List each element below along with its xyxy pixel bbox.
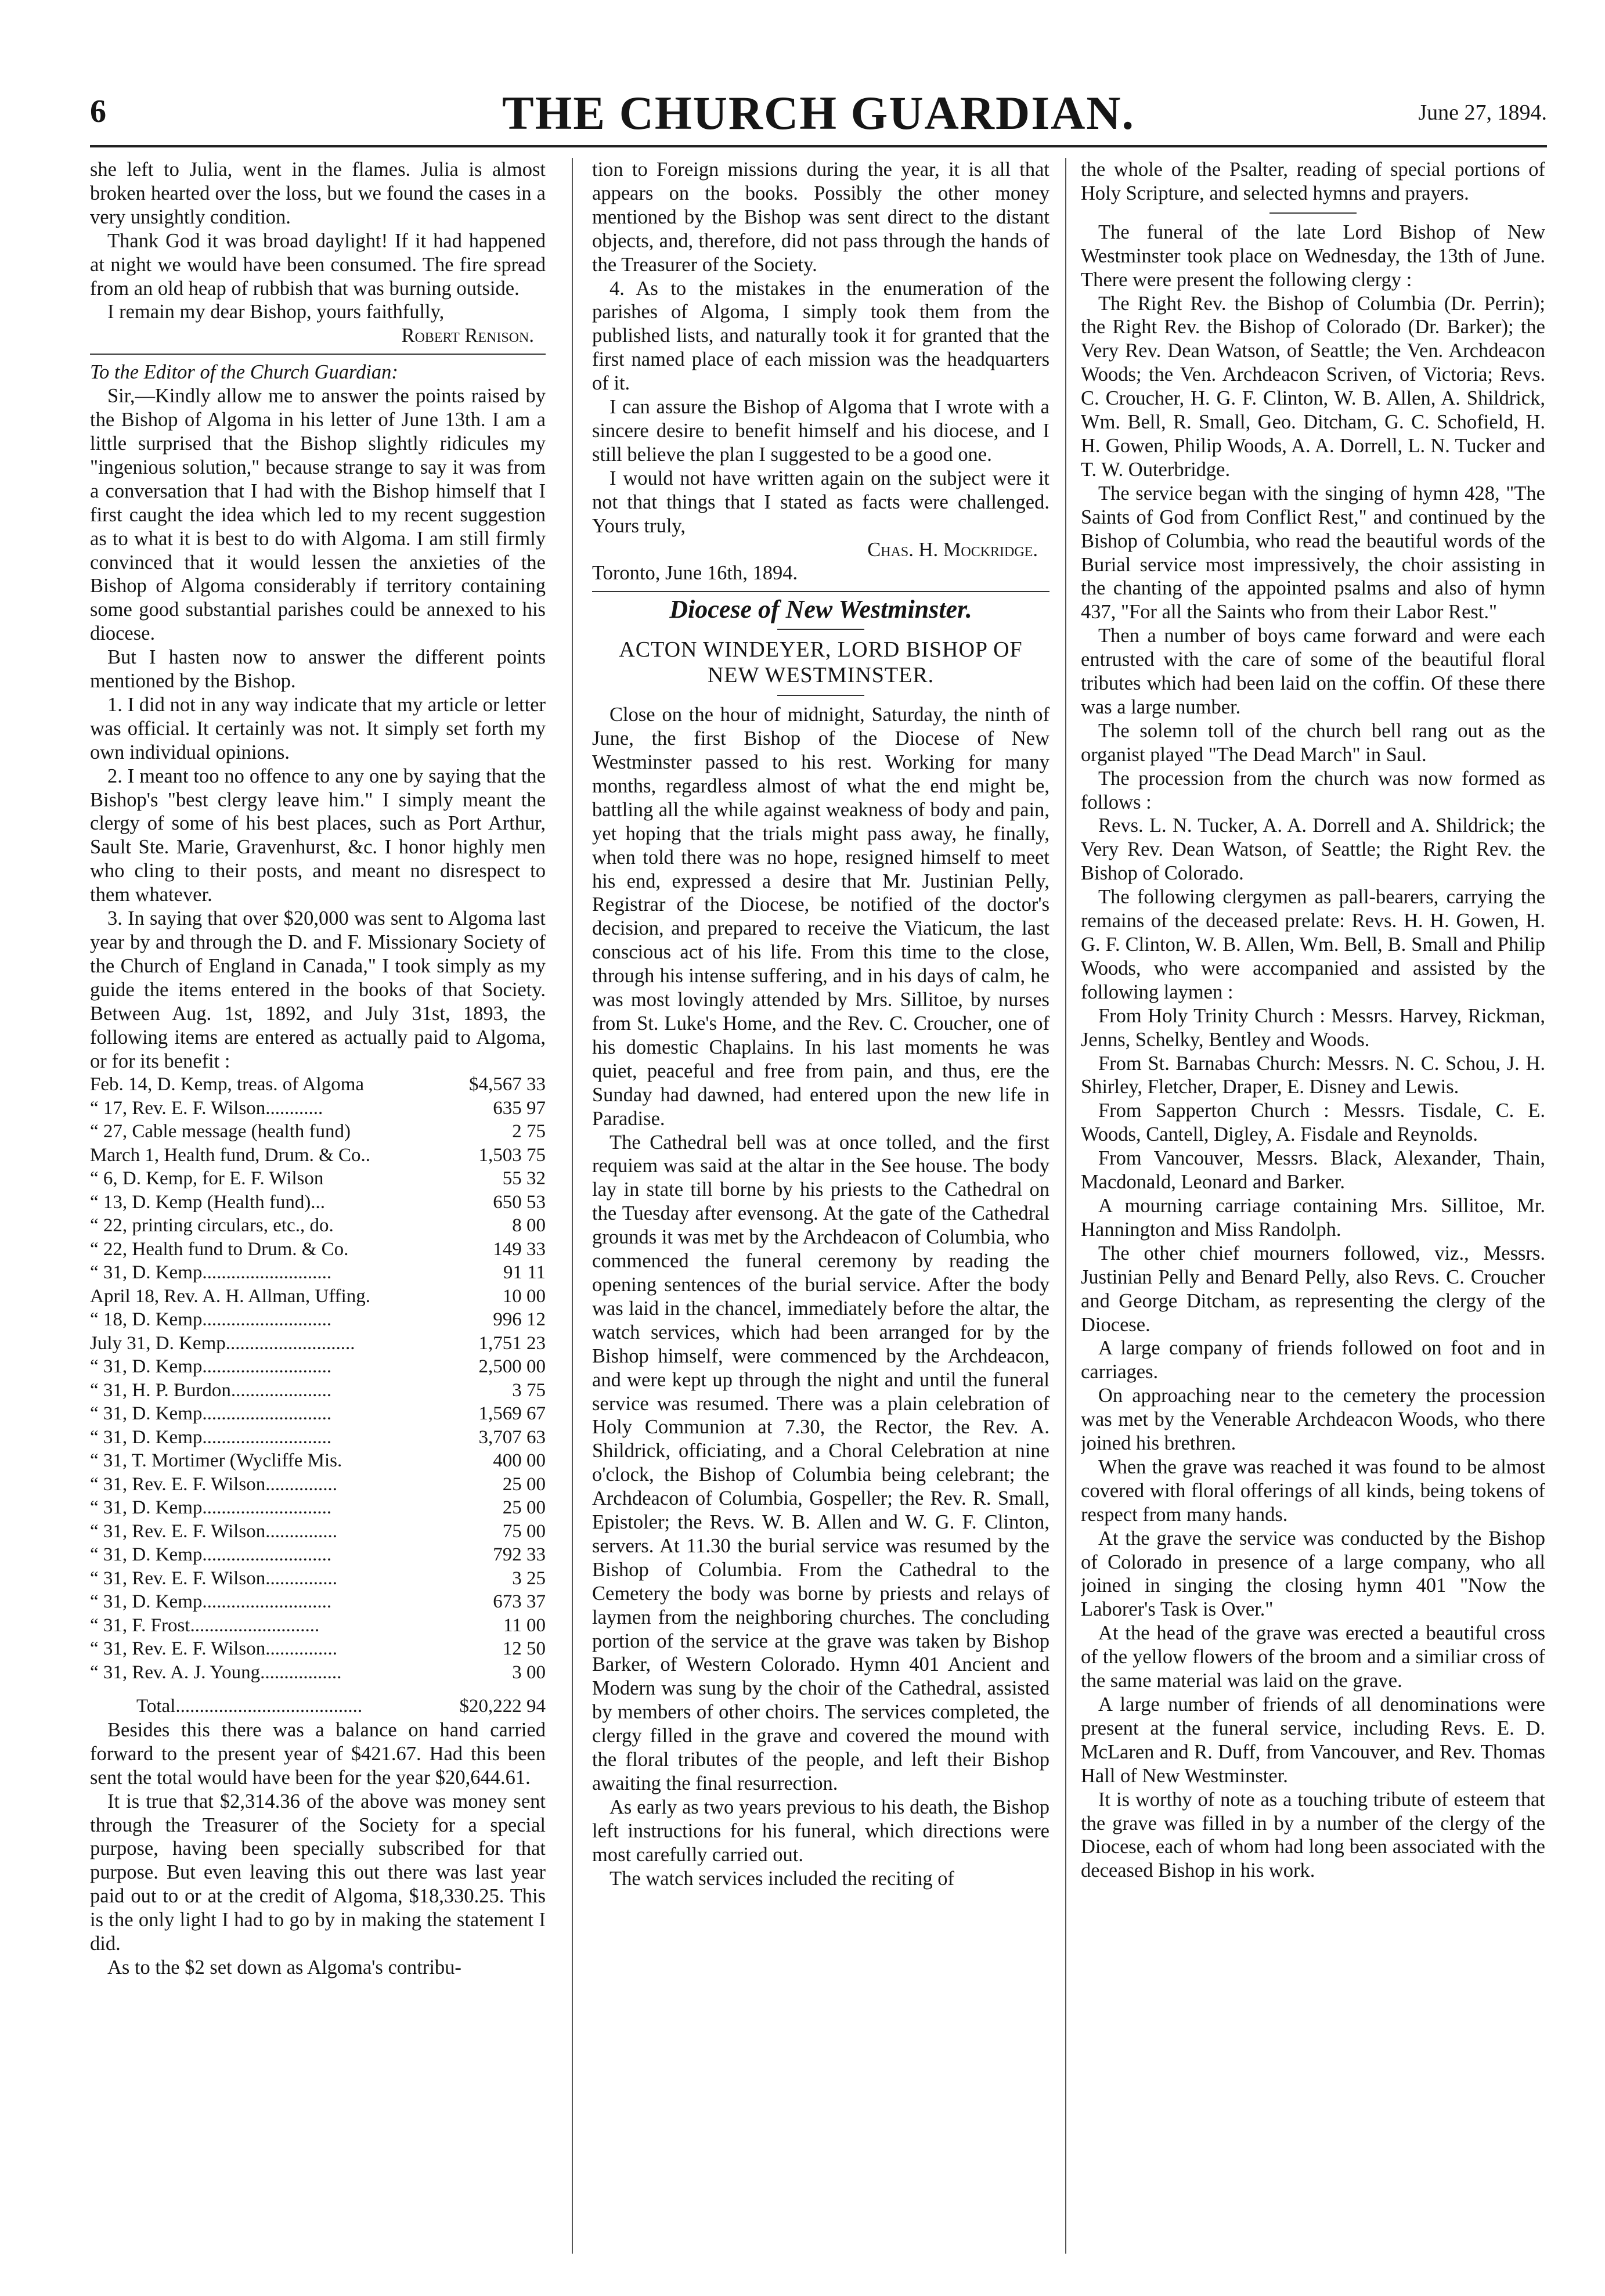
account-row [90, 1120, 546, 1144]
account-row [90, 1238, 546, 1261]
account-row [90, 1191, 546, 1214]
total-row [90, 1684, 546, 1718]
account-row [90, 1355, 546, 1379]
account-description: “ 6, D. Kemp, for E. F. Wilson [90, 1168, 324, 1190]
account-row [90, 1473, 546, 1497]
account-row [90, 1308, 546, 1332]
account-description: April 18, Rev. A. H. Allman, Uffing. [90, 1285, 371, 1307]
account-description: “ 31, D. Kemp........................... [90, 1497, 332, 1519]
account-amount: 3,707 63 [478, 1426, 546, 1448]
account-amount: 25 00 [502, 1473, 546, 1495]
column-divider [1065, 158, 1066, 2254]
paragraph: Thank God it was broad daylight! If it had happened at night we would have been consumed. The fire spread from an old heap of rubbish that was burning outside. [90, 229, 546, 300]
paragraph: I can assure the Bishop of Algoma that I wrote with a sincere desire to benefit himself and his diocese, and I still believe the plan I suggested to be a good one. [592, 396, 1049, 466]
account-row [90, 1543, 546, 1567]
paragraph: Close on the hour of midnight, Saturday, the ninth of June, the first Bishop of the Diocese of New Westminster passed to his rest. Working for many months, regardless almost of what the end might be, battling all the while against weakness of body and pain, yet hoping that the trials might pass away, he finally, when told there was no hope, resigned himself to meet his end, expressed a desire that Mr. Justinian Pelly, Registrar of the Diocese, be notified of the doctor's decision, and prepared to receive the Viaticum, the last conscious act of his life. From this time to the close, through his intense suffering, and in his days of calm, he was most lovingly attended by Mrs. Sillitoe, by nurses from St. Luke's Home, and the Rev. C. Croucher, one of his domestic Chaplains. In his last moments he was quiet, peaceful and free from pain, and thus, ere the Sunday had dawned, had entered upon the new life in Paradise. [592, 704, 1049, 1130]
account-amount: 1,751 23 [478, 1332, 546, 1354]
paragraph: From Sapperton Church : Messrs. Tisdale, C. E. Woods, Cantell, Digley, A. Fisdale and Reynolds. [1081, 1100, 1545, 1146]
column-1 [90, 158, 546, 2259]
signature: Chas. H. Mockridge. [867, 538, 1038, 561]
paragraph: It is true that $2,314.36 of the above was money sent through the Treasurer of the Society for a special purpose, having been specially subscribed for that purpose. But even leaving this out there was last year paid out to or at the credit of Algoma, $18,330.25. This is the only light I had to go by in making the statement I did. [90, 1790, 546, 1955]
paragraph: Besides this there was a balance on hand carried forward to the present year of $421.67. Had this been sent the total would have been for the year $20,644.61. [90, 1718, 546, 1789]
paragraph: The procession from the church was now formed as follows : [1081, 767, 1545, 813]
account-row [90, 1214, 546, 1238]
account-row [90, 1097, 546, 1120]
paragraph: The following clergymen as pall-bearers, carrying the remains of the deceased prelate: Revs. H. H. Gowen, H. G. F. Clinton, W. B. Allen, Wm. Bell, B. Small and Philip Woods, who were accompanied and assisted by the following laymen : [1081, 886, 1545, 1003]
account-amount: $4,567 33 [469, 1074, 546, 1095]
account-amount: 2 75 [512, 1121, 546, 1142]
accounts-table [90, 1073, 546, 1718]
heading-rule [777, 629, 864, 630]
account-amount: 149 33 [493, 1238, 546, 1260]
account-amount: 3 75 [512, 1379, 546, 1401]
account-amount: 3 25 [512, 1567, 546, 1589]
account-row [90, 1073, 546, 1097]
paragraph: On approaching near to the cemetery the procession was met by the Venerable Archdeacon Woods, who there joined his brethren. [1081, 1385, 1545, 1455]
account-description: “ 22, Health fund to Drum. & Co. [90, 1238, 349, 1260]
account-amount: 3 00 [512, 1661, 546, 1683]
masthead [90, 81, 1547, 145]
paragraph: Then a number of boys came forward and were each entrusted with the care of some of the beautiful floral tributes which had been laid on the coffin. Of these there was a large number. [1081, 625, 1545, 718]
account-description: July 31, D. Kemp........................... [90, 1332, 355, 1354]
account-description: “ 31, D. Kemp........................... [90, 1356, 332, 1378]
issue-date: June 27, 1894. [1418, 100, 1547, 125]
paragraph: tion to Foreign missions during the year, it is all that appears on the books. Possibly the other money mentioned by the Bishop was sent direct to the distant objects, and, therefore, did not pass through the hands of the Treasurer of the Society. [592, 158, 1049, 276]
paragraph: But I hasten now to answer the different points mentioned by the Bishop. [90, 646, 546, 693]
total-label: Total....................................... [136, 1696, 363, 1717]
column-divider [572, 158, 573, 2254]
paragraph: At the grave the service was conducted by the Bishop of Colorado in presence of a large company, who all joined in singing the closing hymn 401 "Now the Laborer's Task is Over." [1081, 1527, 1545, 1621]
dateline: Toronto, June 16th, 1894. [592, 562, 798, 585]
account-amount: 10 00 [502, 1285, 546, 1307]
newspaper-title: THE CHURCH GUARDIAN. [502, 86, 1135, 139]
account-description: “ 31, D. Kemp........................... [90, 1403, 332, 1425]
account-amount: 635 97 [493, 1097, 546, 1119]
account-row [90, 1567, 546, 1591]
account-amount: 400 00 [493, 1450, 546, 1472]
account-description: Feb. 14, D. Kemp, treas. of Algoma [90, 1074, 365, 1095]
account-amount: 55 32 [502, 1168, 546, 1190]
paragraph: From Holy Trinity Church : Messrs. Harvey, Rickman, Jenns, Schelky, Bentley and Woods. [1081, 1004, 1545, 1051]
letter-salutation: To the Editor of the Church Guardian: [90, 361, 398, 384]
account-description: “ 31, H. P. Burdon..................... [90, 1379, 332, 1401]
paragraph: The Right Rev. the Bishop of Columbia (Dr. Perrin); the Right Rev. the Bishop of Colorado (Dr. Barker); the Very Rev. Dean Watson, of Seattle; the Ven. Archdeacon Woods; the Ven. Archdeacon Scriven, of Victoria; Revs. C. Croucher, H. G. F. Clinton, W. B. Allen, A. Shildrick, Wm. Bell, R. Small, Geo. Ditcham, G. C. Schofield, H. H. Gowen, Philip Woods, A. A. Dorrell, L. N. Tucker and T. W. Outerbridge. [1081, 292, 1545, 481]
account-amount: 2,500 00 [478, 1356, 546, 1378]
account-description: “ 31, D. Kemp........................... [90, 1591, 332, 1613]
account-row [90, 1332, 546, 1356]
page-number: 6 [90, 93, 106, 129]
paragraph: It is worthy of note as a touching tribute of esteem that the grave was filled in by a number of the clergy of the Diocese, each of whom had long been associated with the deceased Bishop in his work. [1081, 1788, 1545, 1882]
paragraph: 1. I did not in any way indicate that my article or letter was official. It certainly was not. It simply set forth my own individual opinions. [90, 693, 546, 763]
section-heading: Diocese of New Westminster. [669, 595, 972, 624]
account-description: “ 13, D. Kemp (Health fund)... [90, 1191, 326, 1213]
account-amount: 75 00 [502, 1520, 546, 1542]
account-description: “ 31, Rev. E. F. Wilson............... [90, 1638, 337, 1660]
paragraph: A large company of friends followed on foot and in carriages. [1081, 1337, 1545, 1383]
paragraph: At the head of the grave was erected a beautiful cross of the yellow flowers of the broom and a similiar cross of the same material was laid on the grave. [1081, 1622, 1545, 1692]
paragraph: I would not have written again on the subject were it not that things that I stated as facts were challenged. Yours truly, [592, 467, 1049, 537]
account-row [90, 1614, 546, 1638]
paragraph: 4. As to the mistakes in the enumeration of the parishes of Algoma, I simply took them from the published lists, and naturally took it for granted that the first named place of each mission was the headquarters of it. [592, 277, 1049, 395]
account-row [90, 1402, 546, 1426]
account-row [90, 1637, 546, 1661]
article-headline-line-1: ACTON WINDEYER, LORD BISHOP OF [619, 637, 1023, 662]
paragraph: I remain my dear Bishop, yours faithfully, [107, 301, 445, 323]
paragraph: When the grave was reached it was found to be almost covered with floral offerings of all kinds, being tokens of respect from many hands. [1081, 1455, 1545, 1526]
account-description: “ 31, Rev. E. F. Wilson............... [90, 1473, 337, 1495]
paragraph: 3. In saying that over $20,000 was sent to Algoma last year by and through the D. and F. Missionary Society of the Church of England in Canada," I took simply as my guide the items entered in the books of that Society. Between Aug. 1st, 1892, and July 31st, 1893, the following items are entered as actually paid to Algoma, or for its benefit : [90, 907, 546, 1072]
account-description: “ 31, D. Kemp........................... [90, 1262, 332, 1284]
account-row [90, 1167, 546, 1191]
total-amount: $20,222 94 [459, 1696, 546, 1717]
account-description: “ 31, Rev. E. F. Wilson............... [90, 1567, 337, 1589]
account-amount: 11 00 [503, 1614, 546, 1636]
paragraph: 2. I meant too no offence to any one by saying that the Bishop's "best clergy leave him." I simply meant the clergy of some of his best places, such as Port Arthur, Sault Ste. Marie, Gravenhurst, &c. I honor highly men who cling to their posts, and meant no disrespect to them whatever. [90, 765, 546, 906]
account-row [90, 1449, 546, 1473]
account-row [90, 1520, 546, 1544]
account-description: “ 22, printing circulars, etc., do. [90, 1215, 334, 1237]
paragraph: The service began with the singing of hymn 428, "The Saints of God from Conflict Rest," and continued by the Bishop of Columbia, who read the beautiful words of the Burial service most impressively, the choir assisting in the chanting of the appointed psalms and also of hymn 437, "For all the Saints who from their Labor Rest." [1081, 482, 1545, 623]
account-amount: 1,503 75 [478, 1144, 546, 1166]
account-description: “ 31, D. Kemp........................... [90, 1544, 332, 1566]
section-rule [90, 354, 546, 355]
account-description: “ 31, D. Kemp........................... [90, 1426, 332, 1448]
paragraph: the whole of the Psalter, reading of special portions of Holy Scripture, and selected hymns and prayers. [1081, 158, 1545, 204]
account-amount: 8 00 [512, 1215, 546, 1237]
section-rule [1269, 212, 1357, 214]
article-headline-line-2: NEW WESTMINSTER. [707, 663, 935, 688]
paragraph: From Vancouver, Messrs. Black, Alexander, Thain, Macdonald, Leonard and Barker. [1081, 1147, 1545, 1194]
paragraph: The Cathedral bell was at once tolled, and the first requiem was said at the altar in the See house. The body lay in state till borne by his priests to the Cathedral on the Tuesday after evensong. At the gate of the Cathedral grounds it was met by the Archdeacon of Columbia, who commenced the funeral ceremony by reading the opening sentences of the burial service. After the body was laid in the chancel, immediately before the altar, the watch services, which had been arranged for by the Bishop himself, were commenced by the Archdeacon, and were kept up through the night and until the funeral service was resumed. There was a plain celebration of Holy Communion at 7.30, the Rector, the Rev. A. Shildrick, officiating, and a Choral Celebration at nine o'clock, the Bishop of Columbia being celebrant; the Archdeacon of Columbia, Gospeller; the Rev. R. Small, Epistoler; the Revs. W. B. Allen and W. G. F. Clinton, servers. At 11.30 the burial service was resumed by the Bishop of Columbia. From the Cathedral to the Cemetery the body was borne by priests and relays of laymen from the neighboring churches. The concluding portion of the service at the grave was taken by Bishop Barker, of Western Colorado. Hymn 401 Ancient and Modern was sung by the choir of the Cathedral, assisted by members of other choirs. The services completed, the clergy filled in the grave and covered the mound with the floral tributes of the people, and left their Bishop awaiting the final resurrection. [592, 1131, 1049, 1794]
account-row [90, 1285, 546, 1309]
heading-rule [777, 695, 864, 696]
paragraph: From St. Barnabas Church: Messrs. N. C. Schou, J. H. Shirley, Fletcher, Draper, E. Disney and Lewis. [1081, 1052, 1545, 1098]
column-2 [592, 158, 1049, 2259]
account-row [90, 1426, 546, 1450]
account-amount: 673 37 [493, 1591, 546, 1613]
account-row [90, 1379, 546, 1403]
account-description: March 1, Health fund, Drum. & Co.. [90, 1144, 370, 1166]
account-row [90, 1590, 546, 1614]
section-rule [592, 591, 1049, 592]
paragraph: A mourning carriage containing Mrs. Sillitoe, Mr. Hannington and Miss Randolph. [1081, 1194, 1545, 1241]
account-description: “ 31, F. Frost........................... [90, 1614, 320, 1636]
account-row [90, 1496, 546, 1520]
paragraph: A large number of friends of all denominations were present at the funeral service, including Revs. E. D. McLaren and R. Duff, from Vancouver, and Rev. Thomas Hall of New Westminster. [1081, 1693, 1545, 1787]
account-description: “ 31, Rev. E. F. Wilson............... [90, 1520, 337, 1542]
paragraph: The watch services included the reciting of [609, 1867, 954, 1890]
column-3 [1081, 158, 1545, 2259]
paragraph: As to the $2 set down as Algoma's contribu- [107, 1956, 461, 1978]
account-description: “ 17, Rev. E. F. Wilson............ [90, 1097, 323, 1119]
paragraph: she left to Julia, went in the flames. Julia is almost broken hearted over the loss, but we found the cases in a very unsightly condition. [90, 158, 546, 228]
paragraph: The other chief mourners followed, viz., Messrs. Justinian Pelly and Benard Pelly, also Revs. C. Croucher and George Ditcham, as representing the clergy of the Diocese. [1081, 1242, 1545, 1336]
account-amount: 792 33 [493, 1544, 546, 1566]
account-amount: 91 11 [503, 1262, 546, 1284]
account-description: “ 27, Cable message (health fund) [90, 1121, 351, 1142]
paragraph: Sir,—Kindly allow me to answer the points raised by the Bishop of Algoma in his letter of June 13th. I am a little surprised that the Bishop slightly ridicules my "ingenious solution," because strange to say it was from a conversation that I had with the Bishop himself that I first caught the idea which led to my recent suggestion as to what it is best to do with Algoma. I am still firmly convinced that it would lessen the anxieties of the Bishop of Algoma considerably if territory containing some good substantial parishes could be annexed to his diocese. [90, 385, 546, 645]
account-amount: 12 50 [502, 1638, 546, 1660]
account-amount: 25 00 [502, 1497, 546, 1519]
paragraph: The funeral of the late Lord Bishop of New Westminster took place on Wednesday, the 13th of June. There were present the following clergy : [1081, 221, 1545, 291]
paragraph: The solemn toll of the church bell rang out as the organist played "The Dead March" in Saul. [1081, 719, 1545, 766]
paragraph: As early as two years previous to his death, the Bishop left instructions for his funeral, which directions were most carefully carried out. [592, 1796, 1049, 1866]
account-description: “ 31, Rev. A. J. Young................. [90, 1661, 342, 1683]
account-row [90, 1144, 546, 1167]
account-description: “ 31, T. Mortimer (Wycliffe Mis. [90, 1450, 342, 1472]
account-amount: 650 53 [493, 1191, 546, 1213]
account-description: “ 18, D. Kemp........................... [90, 1309, 332, 1331]
signature: Robert Renison. [401, 325, 534, 347]
account-row [90, 1661, 546, 1685]
account-row [90, 1261, 546, 1285]
paragraph: Revs. L. N. Tucker, A. A. Dorrell and A. Shildrick; the Very Rev. Dean Watson, of Seattle; the Right Rev. the Bishop of Colorado. [1081, 814, 1545, 885]
account-amount: 996 12 [493, 1309, 546, 1331]
account-amount: 1,569 67 [478, 1403, 546, 1425]
masthead-rule [90, 145, 1547, 147]
